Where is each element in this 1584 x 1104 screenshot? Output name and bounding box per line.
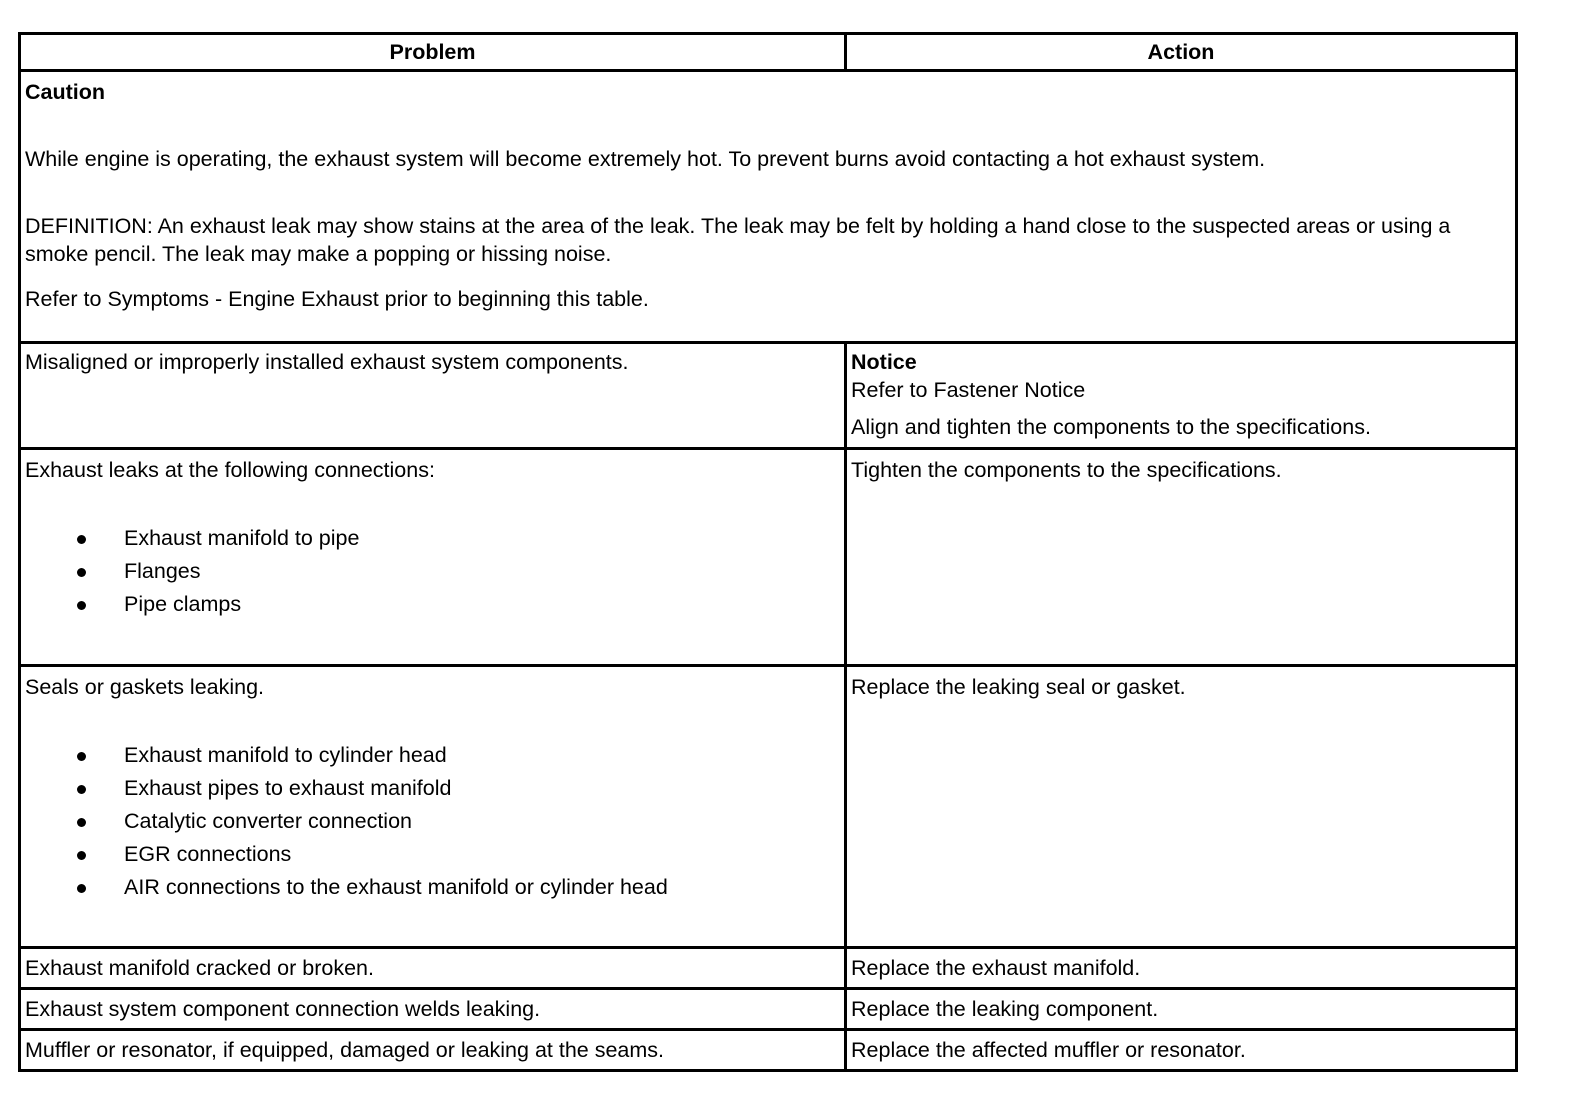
table-row <box>20 1030 1517 1071</box>
action-cell: Replace the exhaust manifold. <box>846 948 1517 989</box>
action-header: Action <box>846 34 1517 71</box>
caution-row <box>20 71 1517 343</box>
notice-title: Notice <box>851 350 917 374</box>
table-row <box>20 948 1517 989</box>
problem-text: Seals or gaskets leaking. <box>25 675 265 699</box>
header-row <box>20 34 1517 71</box>
caution-warning: While engine is operating, the exhaust system will become extremely hot. To prevent burns avoid contacting a hot exhaust system. <box>25 147 1266 171</box>
list-item: Exhaust pipes to exhaust manifold <box>25 772 840 805</box>
table-row <box>20 666 1517 948</box>
action-cell: Replace the leaking component. <box>846 989 1517 1030</box>
problem-cell: Muffler or resonator, if equipped, damaged or leaking at the seams. <box>20 1030 846 1071</box>
list-item: Flanges <box>25 555 840 588</box>
caution-title: Caution <box>25 80 106 104</box>
list-item: EGR connections <box>25 838 840 871</box>
list-item: Exhaust manifold to pipe <box>25 522 840 555</box>
problem-cell: Misaligned or improperly installed exhaust system components. <box>20 343 846 449</box>
bullet-list <box>25 739 840 904</box>
action-cell: Tighten the components to the specifications. <box>846 449 1517 666</box>
problem-cell <box>20 449 846 666</box>
table-row <box>20 343 1517 449</box>
table-row <box>20 449 1517 666</box>
definition-text: DEFINITION: An exhaust leak may show stains at the area of the leak. The leak may be felt by holding a hand close to the suspected areas or using a smoke pencil. The leak may make a popping or hissing noise. <box>25 214 1451 266</box>
problem-cell: Exhaust system component connection welds leaking. <box>20 989 846 1030</box>
action-cell <box>846 343 1517 449</box>
list-item: Catalytic converter connection <box>25 805 840 838</box>
exhaust-diagnosis-table <box>18 32 1518 1072</box>
table-row <box>20 989 1517 1030</box>
action-text: Align and tighten the components to the specifications. <box>851 415 1371 439</box>
problem-header: Problem <box>20 34 846 71</box>
problem-text: Exhaust leaks at the following connections: <box>25 458 435 482</box>
list-item: Exhaust manifold to cylinder head <box>25 739 840 772</box>
list-item: AIR connections to the exhaust manifold or cylinder head <box>25 871 840 904</box>
caution-cell <box>20 71 1517 343</box>
notice-reference: Refer to Fastener Notice <box>851 378 1086 402</box>
problem-cell <box>20 666 846 948</box>
problem-cell: Exhaust manifold cracked or broken. <box>20 948 846 989</box>
action-cell: Replace the leaking seal or gasket. <box>846 666 1517 948</box>
refer-text: Refer to Symptoms - Engine Exhaust prior to beginning this table. <box>25 287 649 311</box>
action-cell: Replace the affected muffler or resonator. <box>846 1030 1517 1071</box>
list-item: Pipe clamps <box>25 588 840 621</box>
bullet-list <box>25 522 840 621</box>
